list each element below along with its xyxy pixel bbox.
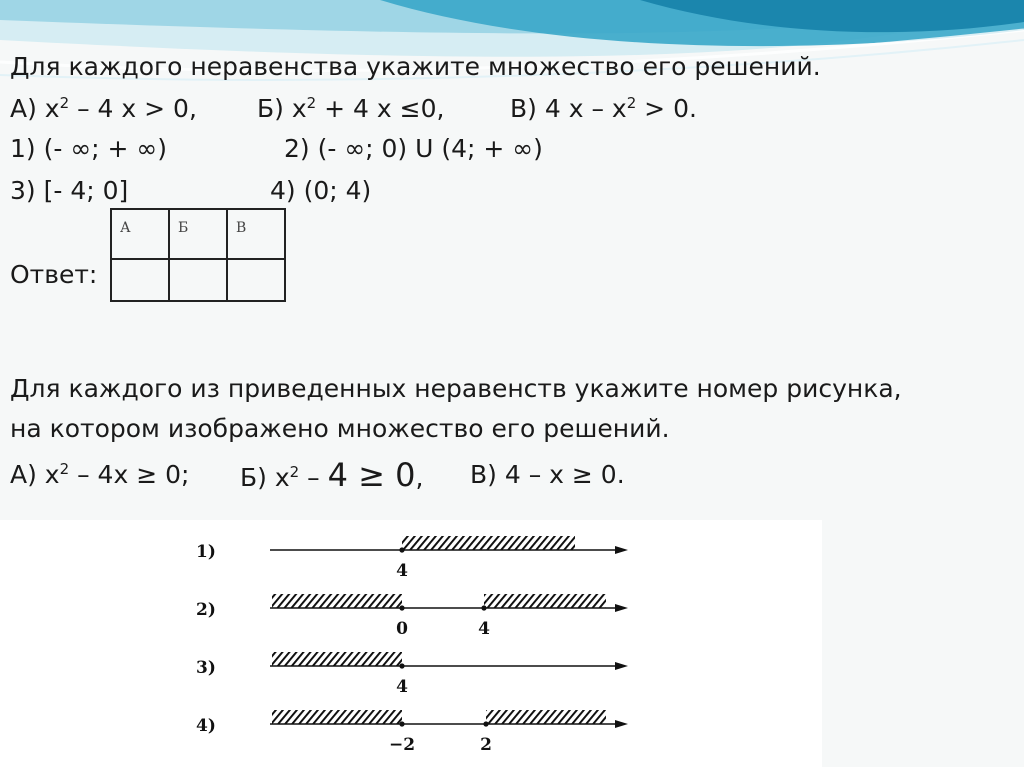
point-2-2 — [481, 605, 486, 610]
answer-table-header-row — [111, 209, 285, 259]
figure-label-4: 4) — [196, 716, 216, 736]
task1-ineq-c: В) 4 $x - x^2 > 0$. — [510, 94, 697, 123]
answer-header-b: Б — [169, 209, 227, 259]
hatch-region-4-1 — [272, 710, 402, 724]
hatch-region-4-2 — [486, 710, 606, 724]
point-3-1 — [399, 663, 404, 668]
task1-option-1: 1) (- ∞; + ∞) — [10, 134, 167, 163]
number-line-figures — [0, 520, 822, 767]
answer-cell-b[interactable] — [169, 259, 227, 301]
hatch-region-1-1 — [402, 536, 575, 550]
task1-inequalities — [10, 94, 697, 124]
answer-header-c: В — [227, 209, 285, 259]
task2-ineq-c: В) 4 – x ≥ 0. — [470, 460, 625, 489]
task2-ineq-a: А) $x^2 - 4x \ge 0$; — [10, 460, 190, 489]
arrow-head-4 — [615, 720, 628, 728]
tick-label-2-1: 0 — [396, 619, 408, 639]
hatch-region-3-1 — [272, 652, 402, 666]
tick-label-2-2: 4 — [478, 619, 490, 639]
figure-label-3: 3) — [196, 658, 216, 678]
answer-table-input-row — [111, 259, 285, 301]
task1-prompt: Для каждого неравенства укажите множество его решений. — [10, 52, 821, 81]
answer-cell-c[interactable] — [227, 259, 285, 301]
arrow-head-3 — [615, 662, 628, 670]
tick-label-4-2: 2 — [480, 735, 492, 755]
answer-cell-a[interactable] — [111, 259, 169, 301]
figure-label-2: 2) — [196, 600, 216, 620]
tick-label-4-1: −2 — [388, 735, 416, 755]
task1-option-4: 4) (0; 4) — [270, 176, 372, 205]
task1-ineq-b: Б) $x^2 + 4$ x ≤0, — [257, 94, 445, 123]
tick-label-1-1: 4 — [396, 561, 408, 581]
task1-ineq-a: А) $x^2 - 4$ x > 0, — [10, 94, 197, 123]
point-4-1 — [399, 721, 404, 726]
task1-option-2: 2) (- ∞; 0) U (4; + ∞) — [284, 134, 543, 163]
point-4-2 — [483, 721, 488, 726]
answer-table — [110, 208, 286, 302]
arrow-head-1 — [615, 546, 628, 554]
hatch-region-2-2 — [484, 594, 606, 608]
arrow-head-2 — [615, 604, 628, 612]
point-1-1 — [399, 547, 404, 552]
tick-label-3-1: 4 — [396, 677, 408, 697]
answer-label: Ответ: — [10, 260, 98, 289]
hatch-region-2-1 — [272, 594, 402, 608]
number-lines-svg — [0, 520, 822, 767]
answer-header-a: А — [111, 209, 169, 259]
task1-option-3: 3) [- 4; 0] — [10, 176, 129, 205]
task2-prompt-line1: Для каждого из приведенных неравенств укажите номер рисунка, — [10, 374, 902, 403]
task2-inequalities — [10, 456, 625, 494]
task2-ineq-b: Б) $x^2 - 4 \ge 0$, — [240, 456, 424, 494]
figure-label-1: 1) — [196, 542, 216, 562]
point-2-1 — [399, 605, 404, 610]
task2-prompt-line2: на котором изображено множество его решений. — [10, 414, 670, 443]
